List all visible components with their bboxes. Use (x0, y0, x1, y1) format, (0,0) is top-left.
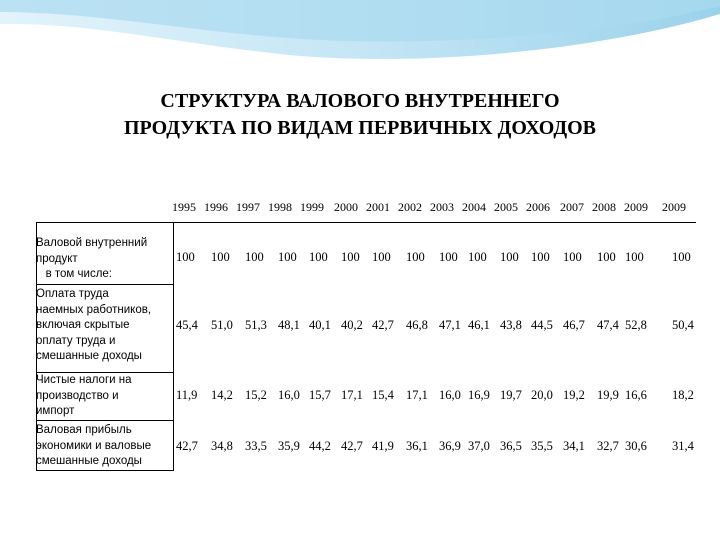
table-cell-value: 100 (341, 250, 360, 264)
table-bottom-rule (36, 470, 174, 471)
table-row-gdp (0, 250, 720, 266)
row-label-line: Оплата труда (36, 288, 109, 300)
table-cell-value: 14,2 (211, 388, 233, 402)
table-cell-value: 40,1 (309, 318, 331, 332)
year-header: 2000 (334, 200, 358, 214)
year-header: 2003 (430, 200, 454, 214)
year-header: 2001 (366, 200, 390, 214)
table-cell-value: 100 (309, 250, 328, 264)
table-cell-value: 46,8 (406, 318, 428, 332)
table-cell-value: 46,1 (468, 318, 490, 332)
row-label-line: Валовой внутренний (36, 237, 148, 249)
year-header: 1998 (268, 200, 292, 214)
year-header: 2005 (494, 200, 518, 214)
table-cell-value: 16,6 (625, 388, 647, 402)
table-cell-value: 19,9 (597, 388, 619, 402)
table-cell-value: 16,0 (278, 388, 300, 402)
row-label-line: Валовая прибыль (36, 424, 132, 436)
year-header: 1997 (236, 200, 260, 214)
year-header: 1995 (172, 200, 196, 214)
table-cell-value: 48,1 (278, 318, 300, 332)
row-label-line: экономики и валовые (36, 439, 152, 452)
table-cell-value: 16,9 (468, 388, 490, 402)
table-cell-value: 18,2 (672, 388, 694, 402)
decorative-wave-header (0, 0, 720, 80)
table-cell-value: 100 (597, 250, 616, 264)
row-label-line: в том числе: (36, 268, 112, 281)
table-cell-value: 11,9 (176, 388, 198, 402)
table-row-gross-profit (0, 439, 720, 455)
row-label-line: оплату труда и (36, 334, 116, 347)
year-header: 1999 (300, 200, 324, 214)
table-cell-value: 52,8 (625, 318, 647, 332)
table-cell-value: 17,1 (406, 388, 428, 402)
row-label-line: смешанные доходы (36, 455, 142, 468)
table-cell-value: 42,7 (176, 439, 198, 453)
row-label-line: включая скрытые (36, 319, 130, 332)
table-cell-value: 15,2 (245, 388, 267, 402)
table-cell-value: 100 (176, 250, 195, 264)
table-cell-value: 43,8 (500, 318, 522, 332)
table-cell-value: 51,0 (211, 318, 233, 332)
table-cell-value: 35,9 (278, 439, 300, 453)
table-cell-value: 36,5 (500, 439, 522, 453)
table-cell-value: 19,2 (563, 388, 585, 402)
table-cell-value: 100 (625, 250, 644, 264)
row-label-line: производство и (36, 389, 119, 402)
table-cell-value: 100 (211, 250, 230, 264)
table-cell-value: 19,7 (500, 388, 522, 402)
table-cell-value: 41,9 (372, 439, 394, 453)
table-cell-value: 17,1 (341, 388, 363, 402)
table-cell-value: 100 (672, 250, 691, 264)
table-cell-value: 20,0 (531, 388, 553, 402)
table-cell-value: 42,7 (341, 439, 363, 453)
table-header-years (0, 200, 720, 216)
table-cell-value: 36,1 (406, 439, 428, 453)
page-title (0, 88, 720, 142)
table-cell-value: 100 (500, 250, 519, 264)
year-header: 2009 (662, 200, 686, 214)
table-cell-value: 50,4 (672, 318, 694, 332)
row-label-line: наемных работников, (36, 303, 152, 316)
table-cell-value: 33,5 (245, 439, 267, 453)
table-cell-value: 100 (278, 250, 297, 264)
table-cell-value: 46,7 (563, 318, 585, 332)
table-cell-value: 45,4 (176, 318, 198, 332)
table-cell-value: 100 (563, 250, 582, 264)
page-title-line-1: СТРУКТУРА ВАЛОВОГО ВНУТРЕННЕГО (160, 90, 560, 112)
row-label-line: смешанные доходы (36, 350, 142, 363)
table-cell-value: 51,3 (245, 318, 267, 332)
page-title-line-2: ПРОДУКТА ПО ВИДАМ ПЕРВИЧНЫХ ДОХОДОВ (123, 117, 596, 139)
year-header: 1996 (204, 200, 228, 214)
table-cell-value: 47,4 (597, 318, 619, 332)
table-cell-value: 35,5 (531, 439, 553, 453)
year-header: 2004 (462, 200, 486, 214)
table-row-net-taxes (0, 388, 720, 404)
table-cell-value: 100 (245, 250, 264, 264)
row-label-line: Чистые налоги на (36, 374, 132, 386)
table-cell-value: 30,6 (625, 439, 647, 453)
table-cell-value: 34,1 (563, 439, 585, 453)
table-top-rule (36, 222, 696, 223)
row-label-line: импорт (36, 405, 75, 418)
table-cell-value: 16,0 (439, 388, 461, 402)
table-cell-value: 34,8 (211, 439, 233, 453)
table-cell-value: 100 (406, 250, 425, 264)
year-header: 2008 (592, 200, 616, 214)
table-cell-value: 100 (372, 250, 391, 264)
table-cell-value: 15,4 (372, 388, 394, 402)
table-cell-value: 40,2 (341, 318, 363, 332)
year-header: 2002 (398, 200, 422, 214)
table-cell-value: 44,5 (531, 318, 553, 332)
table-row-wages (0, 318, 720, 334)
table-cell-value: 100 (531, 250, 550, 264)
table-row-divider (36, 420, 174, 421)
table-cell-value: 31,4 (672, 439, 694, 453)
table-cell-value: 100 (439, 250, 458, 264)
table-cell-value: 37,0 (468, 439, 490, 453)
year-header: 2009 (624, 200, 648, 214)
table-row-divider (36, 284, 174, 285)
table-cell-value: 32,7 (597, 439, 619, 453)
table-cell-value: 47,1 (439, 318, 461, 332)
year-header: 2007 (560, 200, 584, 214)
row-label-line: продукт (36, 252, 78, 265)
year-header: 2006 (526, 200, 550, 214)
table-cell-value: 15,7 (309, 388, 331, 402)
table-cell-value: 36,9 (439, 439, 461, 453)
table-cell-value: 44,2 (309, 439, 331, 453)
table-cell-value: 100 (468, 250, 487, 264)
table-cell-value: 42,7 (372, 318, 394, 332)
